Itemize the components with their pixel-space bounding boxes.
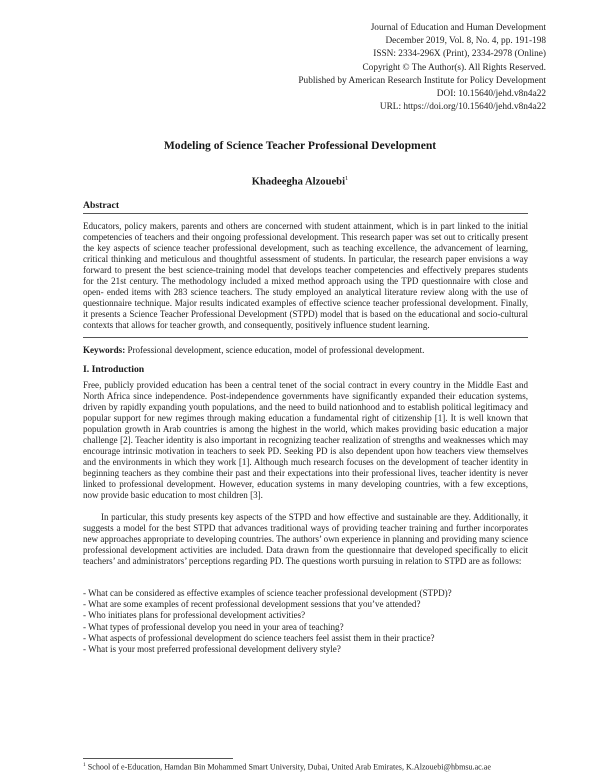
introduction-paragraph-1: Free, publicly provided education has been a central tenet of the social contract in every country in the Middle East and North Africa since independence. Post-independence governments have significantly expanded their education systems, driven by rapidly expanding youth populations, and the need to build nationhood and to establish political legitimacy and popular support for new regimes through making education a fundamental right of citizenship [1]. It is well known that population growth in Arab countries is among the highest in the world, which makes providing basic education a major challenge [2]. Teacher identity is also important in recognizing teacher realization of strengths and weaknesses which may encourage intrinsic motivation in teachers to seek PD. Seeking PD is also dependent upon how teachers view themselves and the environments in which they work [1]. Although much research focuses on the development of teacher identity in beginning teachers as they combine their past and their expectations into their professional lives, teacher identity is never linked to professional development. However, education systems in many developing countries, with a few exceptions, now provide basic education to most children [3].: [83, 380, 528, 500]
list-item: - What types of professional develop you need in your area of teaching?: [83, 621, 344, 632]
list-item: - What can be considered as effective examples of science teacher professional development (STPD)?: [83, 588, 452, 598]
author-footnote-marker: 1: [345, 175, 349, 182]
list-item: - What are some examples of recent professional development sessions that you’ve attended?: [83, 599, 421, 610]
research-questions-list: [83, 588, 533, 655]
journal-issn: ISSN: 2334-296X (Print), 2334-2978 (Online): [373, 49, 546, 60]
abstract-bottom-rule: [83, 337, 528, 338]
url-line: URL: https://doi.org/10.15640/jehd.v8n4a22: [379, 102, 546, 113]
author-line: [0, 175, 600, 188]
footnote-text: School of e-Education, Hamdan Bin Mohammed Smart University, Dubai, United Arab Emirates, K.Alzouebi@hbmsu.ac.ae: [85, 762, 491, 772]
introduction-paragraph-2: In particular, this study presents key aspects of the STPD and how effective and sustainable are they. Additionally, it suggests a model for the best STPD that advances traditional ways of providing teacher training and further incorporates new approaches appropriate to developing countries. The authors’ own experience in planning and providing many science professional development activities are included. Data drawn from the questionnaire that developed specifically to elicit teachers’ and administrators’ perceptions regarding PD. The questions worth pursuing in relation to STPD are as follows:: [83, 512, 528, 566]
footnote-rule: [83, 758, 233, 759]
paper-title: Modeling of Science Teacher Professional Development: [163, 139, 437, 152]
footnote: [83, 762, 543, 772]
keywords-line: [83, 345, 528, 355]
journal-header: [216, 22, 546, 114]
keywords-text: Professional development, science education, model of professional development.: [125, 345, 425, 355]
list-item: - Who initiates plans for professional development activities?: [83, 610, 306, 621]
list-item: - What aspects of professional development do science teachers feel assist them in their practice?: [83, 632, 435, 643]
list-item: - What is your most preferred professional development delivery style?: [83, 644, 341, 655]
footnote-marker: 1: [83, 762, 86, 768]
publisher-line: Published by American Research Institute for Policy Development: [298, 75, 546, 86]
doi-line: DOI: 10.15640/jehd.v8n4a22: [436, 89, 546, 100]
abstract-top-rule: [83, 213, 528, 214]
journal-issue: December 2019, Vol. 8, No. 4, pp. 191-198: [385, 36, 546, 47]
journal-name: Journal of Education and Human Development: [370, 23, 546, 33]
introduction-heading: I. Introduction: [83, 364, 145, 375]
copyright-notice: Copyright © The Author(s). All Rights Reserved.: [362, 62, 546, 73]
abstract-heading: Abstract: [83, 200, 120, 211]
abstract-text: Educators, policy makers, parents and others are concerned with student attainment, which is in part linked to the initial competencies of teachers and their ongoing professional development. This research paper was set out to critically present the key aspects of science teacher professional development, such as teaching excellence, the advancement of learning, critical thinking and meticulous and thoughtful assessment of students. In particular, the research paper envisions a way forward to present the best science-training model that develops teacher competencies and effectively prepares students for the 21st century. The methodology included a mixed method approach using the TPD questionnaire with close and open- ended items with 283 science teachers. The study employed an analytical literature review along with the use of questionnaire technique. Major results indicated examples of effective science teacher professional development. Finally, it presents a Science Teacher Professional Development (STPD) model that is based on the educational and socio-cultural contexts that allows for teacher growth, and consequently, positively influence student learning.: [83, 221, 528, 330]
keywords-label: Keywords:: [83, 345, 126, 355]
author-name: Khadeegha Alzouebi: [251, 176, 346, 188]
